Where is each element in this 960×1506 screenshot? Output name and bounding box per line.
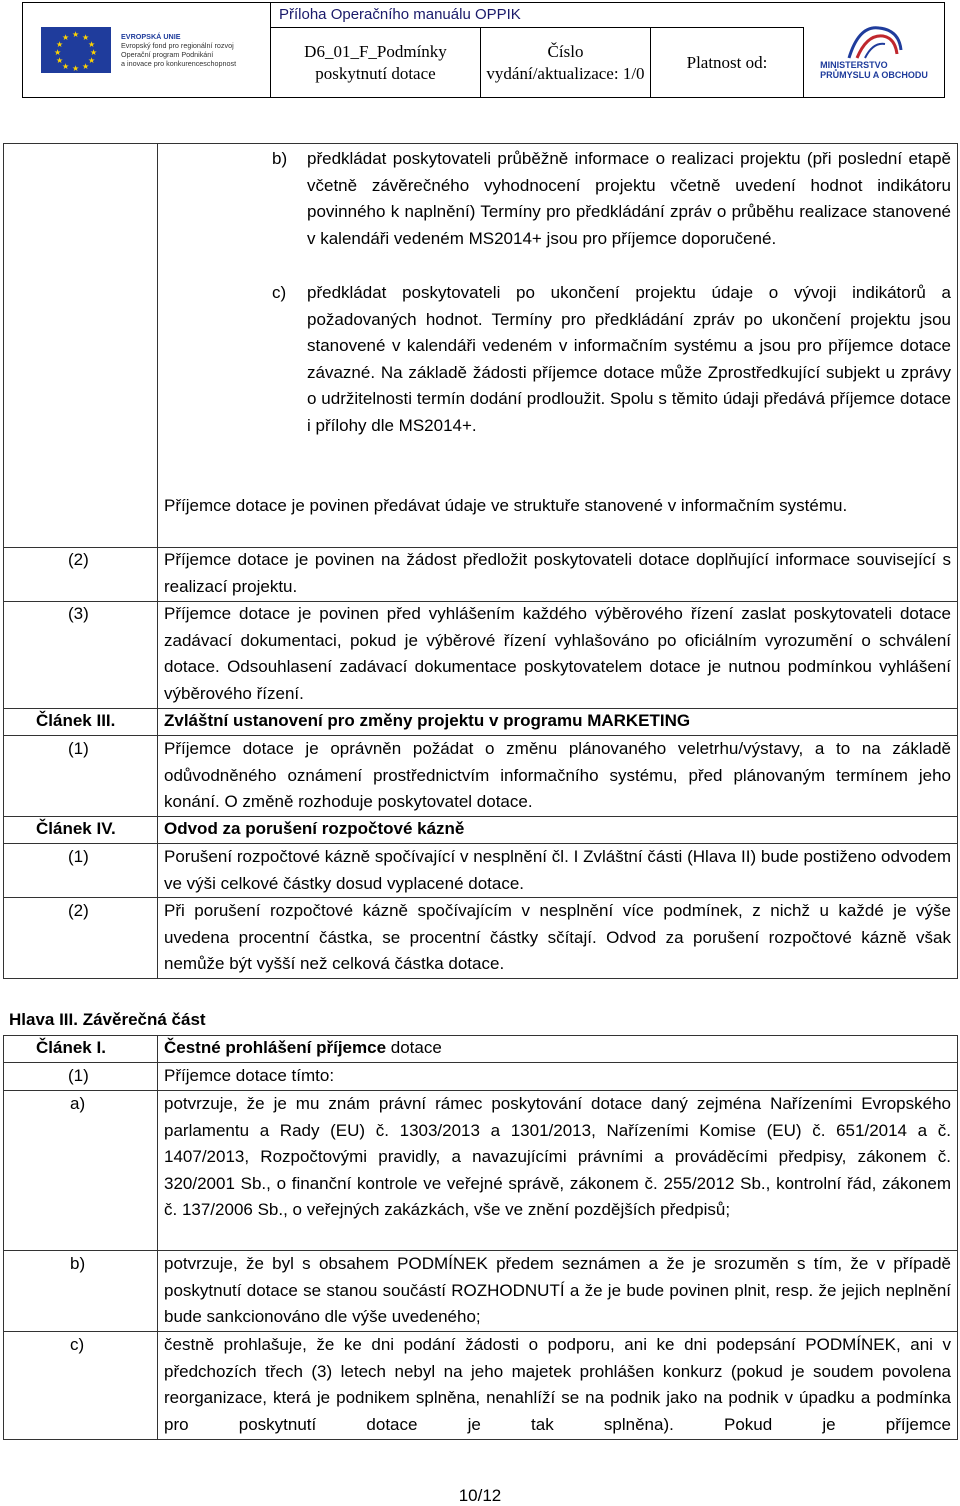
paragraph-label-3: (3) xyxy=(68,604,89,623)
valid-from-label: Platnost od: xyxy=(651,28,804,97)
article-4-paragraph-label-1: (1) xyxy=(68,847,89,866)
mpo-emblem-icon xyxy=(839,20,909,60)
item-text-b: předkládat poskytovateli průběžně informace o realizaci projektu (při poslední etapě včetně závěrečného vyhodnocení projektu včetně uvedení hodnot indikátoru povinného k naplnění) Termíny pro předkládání zpráv o průběhu realizace stanovené v kalendáři vedeném MS2014+ jsou pro příjemce doporučené. xyxy=(307,149,951,248)
declaration-text-c: čestně prohlašuje, že ke dni podání žádosti o podporu, ani ke dni podepsání PODMÍNEK, ani v předchozích třech (3) letech nebyl na jeho majetek prohlášen konkurz (pokud je soudem povolena reorganizace, která je podnikem splněna, nenahlíží se na podnik jako na podnik v úpadku a podmínka pro poskytnutí dotace je tak splněna). Pokud je příjemce xyxy=(164,1335,951,1434)
article-3-paragraph-label-1: (1) xyxy=(68,739,89,758)
eu-logo-text: EVROPSKÁ UNIE Evropský fond pro regionální rozvoj Operační program Podnikání a inovace pro konkurenceschopnost xyxy=(121,32,237,68)
article-3-title: Zvláštní ustanovení pro změny projektu v programu MARKETING xyxy=(164,711,691,730)
final-paragraph-text-1: Příjemce dotace tímto: xyxy=(164,1066,335,1085)
article-4-label: Článek IV. xyxy=(36,819,116,838)
item-text-c: předkládat poskytovateli po ukončení projektu údaje o vývoji indikátorů a požadovaných hodnot. Termíny pro předkládání zpráv po ukončení projektu jsou stanovené v kalendáři vedeném v informačním systému a jsou pro příjemce dotace závazné. Na základě žádosti příjemce dotace může Zprostředkující subjekt u zprávy o udržitelnosti termín dodání prodloužit. Spolu s těmito údaji předává příjemce dotace i přílohy dle MS2014+. xyxy=(307,283,951,435)
final-article-1-title: Čestné prohlášení příjemce dotace xyxy=(164,1038,442,1057)
declaration-text-b: potvrzuje, že byl s obsahem PODMÍNEK předem seznámen a že je srozuměn s tím, že v případě poskytnutí dotace se stanou součástí ROZHODNUTÍ a že je bude povinen plnit, resp. že jejich neplnění bude sankcionováno dle výše uvedeného; xyxy=(164,1254,951,1327)
paragraph-text-3: Příjemce dotace je povinen před vyhlášením každého výběrového řízení zaslat poskytovateli dotace zadávací dokumentaci, pokud je výběrové řízení vyhlašováno po oficiálním vyrozumění o schválení dotace. Odsouhlasení zadávací dokumentace poskytovatelem dotace je nutnou podmínkou vyhlášení výběrového řízení. xyxy=(164,604,951,703)
declaration-label-b: b) xyxy=(70,1254,86,1273)
item-label-b: b) xyxy=(272,149,288,168)
document-header xyxy=(22,2,945,98)
reporting-structure-paragraph: Příjemce dotace je povinen předávat údaje ve struktuře stanovené v informačním systému. xyxy=(164,496,848,515)
declaration-label-c: c) xyxy=(70,1335,85,1354)
article-4-paragraph-text-2: Při porušení rozpočtové kázně spočívajícím v nesplnění více podmínek, z nichž u každé je výše uvedena procentní částka, se procentní částky sčítají. Odvod za porušení rozpočtové kázně však nemůže být vyšší než celková částka dotace. xyxy=(164,901,951,974)
article-4-title: Odvod za porušení rozpočtové kázně xyxy=(164,819,465,838)
mpo-logo: MINISTERSTVO PRŮMYSLU A OBCHODU xyxy=(804,3,944,97)
article-3-paragraph-text-1: Příjemce dotace je oprávněn požádat o změnu plánovaného veletrhu/výstavy, a to na základě odůvodněného oznámení prostřednictvím informačního systému, před plánovaným termínem jeho konání. O změně rozhoduje poskytovatel dotace. xyxy=(164,739,951,812)
header-info xyxy=(271,3,804,97)
declaration-text-a: potvrzuje, že je mu znám právní rámec poskytování dotace daný zejména Nařízeními Evropského parlamentu a Rady (EU) č. 1303/2013 a 1301/2013, Nařízeními Komise (EU) č. 651/2014 a č. 1407/2013, Rozpočtovými pravidly, a navazujícími právními a prováděcími předpisy, zákonem č. 320/2001 Sb., o finanční kontrole ve veřejné správě, zákonem č. 255/2012 Sb., kontrolní řád, zákonem č. 137/2006 Sb., o veřejných zakázkách, vše ve znění pozdějších předpisů; xyxy=(164,1094,951,1220)
annex-title: Příloha Operačního manuálu OPPIK xyxy=(271,3,804,28)
paragraph-label-2: (2) xyxy=(68,550,89,569)
chapter-3-heading: Hlava III. Závěrečná část xyxy=(9,1010,206,1029)
final-paragraph-label-1: (1) xyxy=(68,1066,89,1085)
eu-logo xyxy=(23,3,271,97)
version-label: Číslo vydání/aktualizace: 1/0 xyxy=(481,28,651,97)
document-code: D6_01_F_Podmínky poskytnutí dotace xyxy=(271,28,481,97)
paragraph-text-2: Příjemce dotace je povinen na žádost předložit poskytovateli dotace doplňující informace související s realizací projektu. xyxy=(164,550,951,596)
article-4-paragraph-label-2: (2) xyxy=(68,901,89,920)
final-article-1-label: Článek I. xyxy=(36,1038,106,1057)
item-label-c: c) xyxy=(272,283,287,302)
eu-flag-icon: ★ ★ ★ ★ ★ ★ ★ ★ ★ ★ ★ ★ xyxy=(41,27,111,73)
page-number: 10/12 xyxy=(458,1486,502,1505)
article-4-paragraph-text-1: Porušení rozpočtové kázně spočívající v nesplnění čl. I Zvláštní části (Hlava II) bude postiženo odvodem ve výši celkové částky dosud vyplacené dotace. xyxy=(164,847,951,893)
article-3-label: Článek III. xyxy=(36,711,116,730)
declaration-label-a: a) xyxy=(70,1094,86,1113)
